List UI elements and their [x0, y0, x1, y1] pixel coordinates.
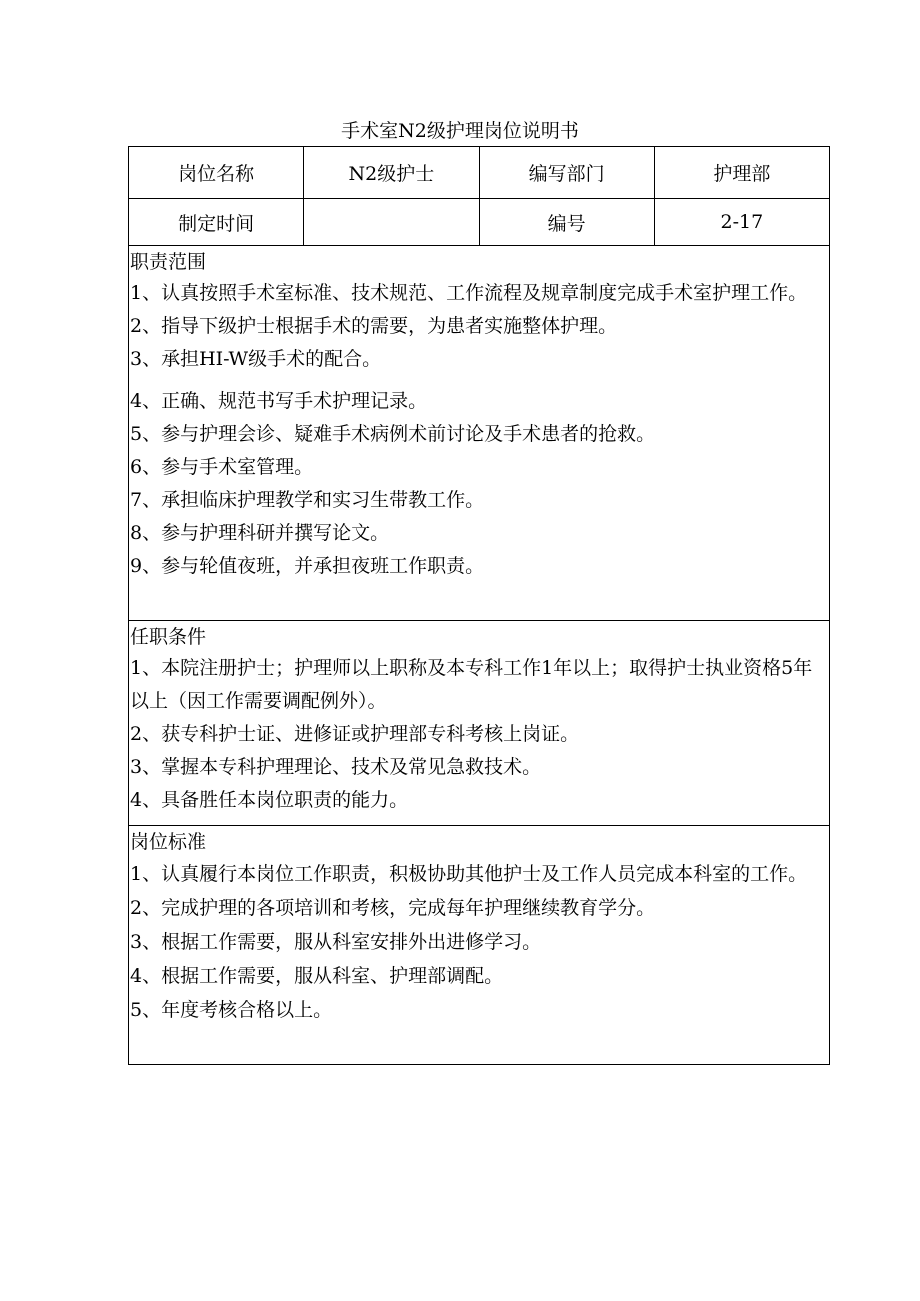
list-item: 1、认真履行本岗位工作职责，积极协助其他护士及工作人员完成本科室的工作。 [130, 863, 808, 885]
value-department: 护理部 [713, 163, 771, 185]
duties-list [130, 277, 829, 583]
label-department: 编写部门 [480, 147, 655, 198]
list-item: 2、完成护理的各项培训和考核，完成每年护理继续教育学分。 [130, 897, 656, 919]
list-item: 2、获专科护士证、进修证或护理部专科考核上岗证。 [130, 723, 580, 745]
list-item: 6、参与手术室管理。 [130, 456, 314, 478]
list-item: 4、正确、规范书写手术护理记录。 [130, 390, 428, 412]
label-position-name: 岗位名称 [129, 147, 304, 198]
qualifications-list [130, 652, 829, 817]
standards-section [129, 826, 829, 1065]
list-item: 9、参与轮值夜班，并承担夜班工作职责。 [130, 555, 485, 577]
list-item: 5、参与护理会诊、疑难手术病例术前讨论及手术患者的抢救。 [130, 423, 656, 445]
list-item: 2、指导下级护士根据手术的需要，为患者实施整体护理。 [130, 315, 618, 337]
list-item: 3、承担HI-W级手术的配合。 [130, 348, 382, 370]
value-date [304, 199, 479, 245]
label-number: 编号 [480, 199, 655, 245]
list-item: 1、认真按照手术室标准、技术规范、工作流程及规章制度完成手术室护理工作。 [130, 282, 808, 304]
duties-section [129, 246, 829, 621]
list-item: 4、具备胜任本岗位职责的能力。 [130, 789, 409, 811]
list-item: 5、年度考核合格以上。 [130, 999, 333, 1021]
header-row-1 [129, 147, 829, 199]
label-date: 制定时间 [129, 199, 304, 245]
list-item: 3、根据工作需要，服从科室安排外出进修学习。 [130, 931, 542, 953]
list-item: 4、根据工作需要，服从科室、护理部调配。 [130, 965, 504, 987]
standards-list [130, 857, 829, 1027]
header-row-2 [129, 199, 829, 246]
list-item: 1、本院注册护士；护理师以上职称及本专科工作1年以上；取得护士执业资格5年以上（因工作需要调配例外）。 [130, 657, 813, 712]
value-position-name: N2级护士 [304, 147, 479, 198]
list-item: 7、承担临床护理教学和实习生带教工作。 [130, 489, 485, 511]
qualifications-section [129, 621, 829, 826]
list-item: 3、掌握本专科护理理论、技术及常见急救技术。 [130, 756, 542, 778]
value-number: 2-17 [720, 211, 764, 233]
list-item: 8、参与护理科研并撰写论文。 [130, 522, 390, 544]
document-title: 手术室N2级护理岗位说明书 [341, 120, 579, 142]
duties-heading: 职责范围 [130, 251, 207, 273]
job-description-table [128, 146, 830, 1065]
standards-heading: 岗位标准 [130, 831, 207, 853]
qualifications-heading: 任职条件 [130, 626, 207, 648]
